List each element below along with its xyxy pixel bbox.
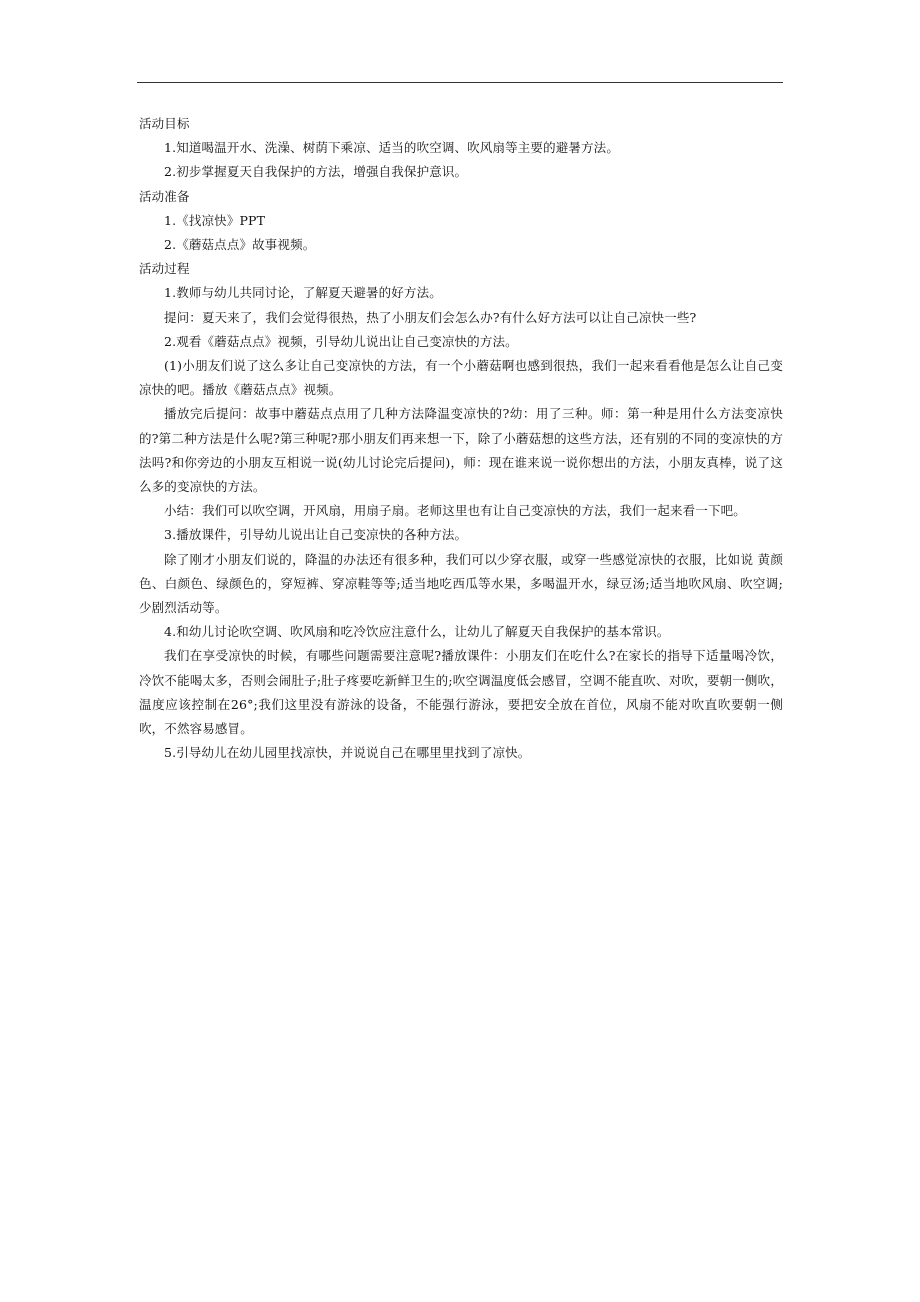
process-step-2-sub-1: (1)小朋友们说了这么多让自己变凉快的方法，有一个小蘑菇啊也感到很热，我们一起来看看他是怎么让自己变凉快的吧。播放《蘑菇点点》视频。 [139,358,783,398]
process-step-1: 1.教师与幼儿共同讨论，了解夏天避暑的好方法。 [164,285,442,301]
section-heading-preparation: 活动准备 [139,188,190,204]
process-step-3-detail: 除了刚才小朋友们说的，降温的办法还有很多种，我们可以少穿衣服，或穿一些感觉凉快的衣服，比如说 黄颜色、白颜色、绿颜色的，穿短裤、穿凉鞋等等;适当地吃西瓜等水果，多喝温开水，绿豆汤;适当地吹风扇、吹空调;少剧烈活动等。 [139,551,783,616]
goal-item-2: 2.初步掌握夏天自我保护的方法，增强自我保护意识。 [164,164,468,180]
header-rule [137,82,783,83]
section-heading-goals: 活动目标 [139,116,190,131]
section-heading-process: 活动过程 [139,261,190,277]
process-step-4: 4.和幼儿讨论吹空调、吹风扇和吃冷饮应注意什么，让幼儿了解夏天自我保护的基本常识。 [164,624,670,640]
process-step-3: 3.播放课件，引导幼儿说出让自己变凉快的各种方法。 [164,527,468,543]
preparation-item-2: 2.《蘑菇点点》故事视频。 [164,237,316,253]
process-step-5: 5.引导幼儿在幼儿园里找凉快，并说说自己在哪里里找到了凉快。 [164,745,531,761]
process-question: 提问：夏天来了，我们会觉得很热，热了小朋友们会怎么办?有什么好方法可以让自己凉快一些? [164,309,697,325]
document-body [139,112,783,765]
process-summary: 小结：我们可以吹空调，开风扇，用扇子扇。老师这里也有让自己变凉快的方法，我们一起来看一下吧。 [164,503,746,519]
goal-item-1: 1.知道喝温开水、洗澡、树荫下乘凉、适当的吹空调、吹风扇等主要的避暑方法。 [164,140,619,156]
process-step-4-detail: 我们在享受凉快的时候，有哪些问题需要注意呢?播放课件：小朋友们在吃什么?在家长的指导下适量喝冷饮，冷饮不能喝太多，否则会闹肚子;肚子疼要吃新鲜卫生的;吹空调温度低会感冒，空调不能直吹、对吹，要朝一侧吹，温度应该控制在26°;我们这里没有游泳的设备，不能强行游泳，要把安全放在首位，风扇不能对吹直吹要朝一侧吹，不然容易感冒。 [139,648,783,737]
process-discussion: 播放完后提问：故事中蘑菇点点用了几种方法降温变凉快的?幼：用了三种。师：第一种是用什么方法变凉快的?第二种方法是什么呢?第三种呢?那小朋友们再来想一下，除了小蘑菇想的这些方法，还有别的不同的变凉快的方法吗?和你旁边的小朋友互相说一说(幼儿讨论完后提问)，师：现在谁来说一说你想出的方法，小朋友真棒，说了这么多的变凉快的方法。 [139,406,783,495]
preparation-item-1: 1.《找凉快》PPT [164,212,266,228]
process-step-2: 2.观看《蘑菇点点》视频，引导幼儿说出让自己变凉快的方法。 [164,333,518,349]
